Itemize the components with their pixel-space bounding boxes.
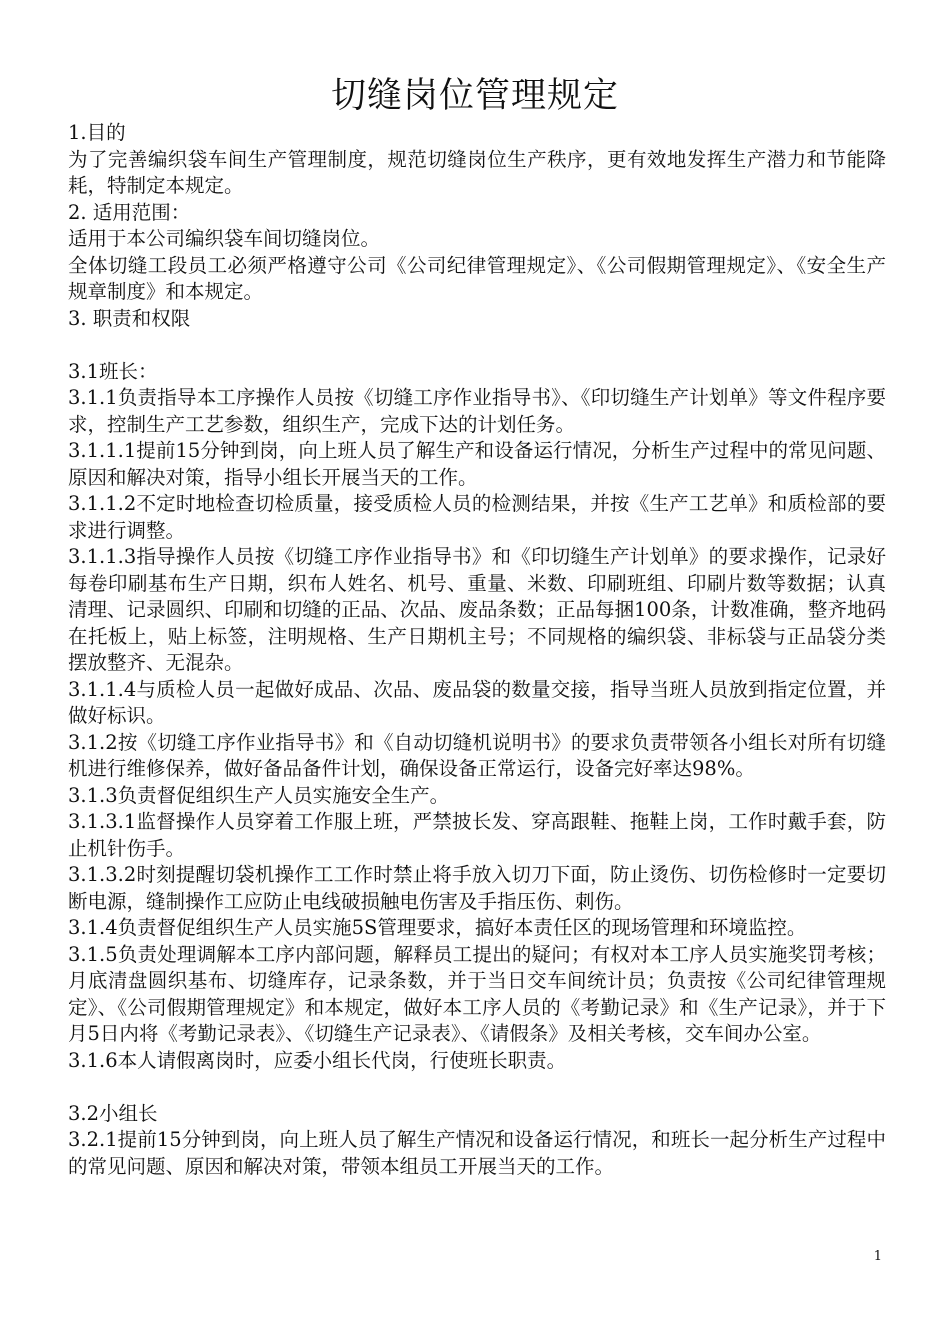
paragraph: 3.2小组长 bbox=[68, 1101, 158, 1125]
paragraph: 3.1.3.1监督操作人员穿着工作服上班，严禁披长发、穿高跟鞋、拖鞋上岗，工作时戴手套，防止机针伤手。 bbox=[68, 810, 886, 860]
paragraph: 3.1.1.3指导操作人员按《切缝工序作业指导书》和《印切缝生产计划单》的要求操作，记录好每卷印刷基布生产日期，织布人姓名、机号、重量、米数、印刷班组、印刷片数等数据；认真清理、记录圆织、印刷和切缝的正品、次品、废品条数；正品每捆100条，计数准确，整齐地码在托板上，贴上标签，注明规格、生产日期机主号；不同规格的编织袋、非标袋与正品袋分类摆放整齐、无混杂。 bbox=[68, 545, 886, 674]
paragraph: 3.2.1提前15分钟到岗，向上班人员了解生产情况和设备运行情况，和班长一起分析生产过程中的常见问题、原因和解决对策，带领本组员工开展当天的工作。 bbox=[68, 1128, 886, 1178]
paragraph: 2. 适用范围： bbox=[68, 200, 191, 224]
blank-line bbox=[68, 332, 886, 359]
paragraph: 3.1班长： bbox=[68, 359, 158, 383]
paragraph: 3.1.6本人请假离岗时，应委小组长代岗，行使班长职责。 bbox=[68, 1048, 567, 1072]
paragraph: 1.目的 bbox=[68, 121, 126, 144]
paragraph: 全体切缝工段员工必须严格遵守公司《公司纪律管理规定》、《公司假期管理规定》、《安全生产规章制度》和本规定。 bbox=[68, 253, 886, 303]
document-title: 切缝岗位管理规定 bbox=[330, 76, 619, 116]
blank-line bbox=[68, 1074, 886, 1101]
paragraph: 3.1.4负责督促组织生产人员实施5S管理要求，搞好本责任区的现场管理和环境监控。 bbox=[68, 916, 807, 939]
paragraph: 3.1.3负责督促组织生产人员实施安全生产。 bbox=[68, 783, 450, 807]
paragraph: 3.1.5负责处理调解本工序内部问题，解释员工提出的疑问；有权对本工序人员实施奖罚考核；月底清盘圆织基布、切缝库存，记录条数，并于当日交车间统计员；负责按《公司纪律管理规定》、《公司假期管理规定》和本规定，做好本工序人员的《考勤记录》和《生产记录》，并于下月5日内将《考勤记录表》、《切缝生产记录表》、《请假条》及相关考核，交车间办公室。 bbox=[68, 942, 886, 1045]
page-number: 1 bbox=[873, 1249, 882, 1264]
paragraph: 适用于本公司编织袋车间切缝岗位。 bbox=[68, 227, 381, 250]
paragraph: 3.1.1.2不定时地检查切检质量，接受质检人员的检测结果，并按《生产工艺单》和质检部的要求进行调整。 bbox=[68, 492, 886, 542]
paragraph: 3.1.1.4与质检人员一起做好成品、次品、废品袋的数量交接，指导当班人员放到指定位置，并做好标识。 bbox=[68, 677, 886, 727]
paragraph: 为了完善编织袋车间生产管理制度，规范切缝岗位生产秩序，更有效地发挥生产潜力和节能降耗，特制定本规定。 bbox=[68, 147, 886, 197]
paragraph: 3.1.1负责指导本工序操作人员按《切缝工序作业指导书》、《印切缝生产计划单》等文件程序要求，控制生产工艺参数，组织生产，完成下达的计划任务。 bbox=[68, 386, 886, 436]
paragraph: 3.1.1.1提前15分钟到岗，向上班人员了解生产和设备运行情况，分析生产过程中的常见问题、原因和解决对策，指导小组长开展当天的工作。 bbox=[68, 439, 886, 489]
document-body bbox=[68, 120, 886, 1180]
paragraph: 3.1.2按《切缝工序作业指导书》和《自动切缝机说明书》的要求负责带领各小组长对所有切缝机进行维修保养，做好备品备件计划，确保设备正常运行，设备完好率达98%。 bbox=[68, 730, 886, 780]
paragraph: 3.1.3.2时刻提醒切袋机操作工工作时禁止将手放入切刀下面，防止烫伤、切伤检修时一定要切断电源，缝制操作工应防止电线破损触电伤害及手指压伤、刺伤。 bbox=[68, 863, 886, 913]
paragraph: 3. 职责和权限 bbox=[68, 306, 191, 330]
